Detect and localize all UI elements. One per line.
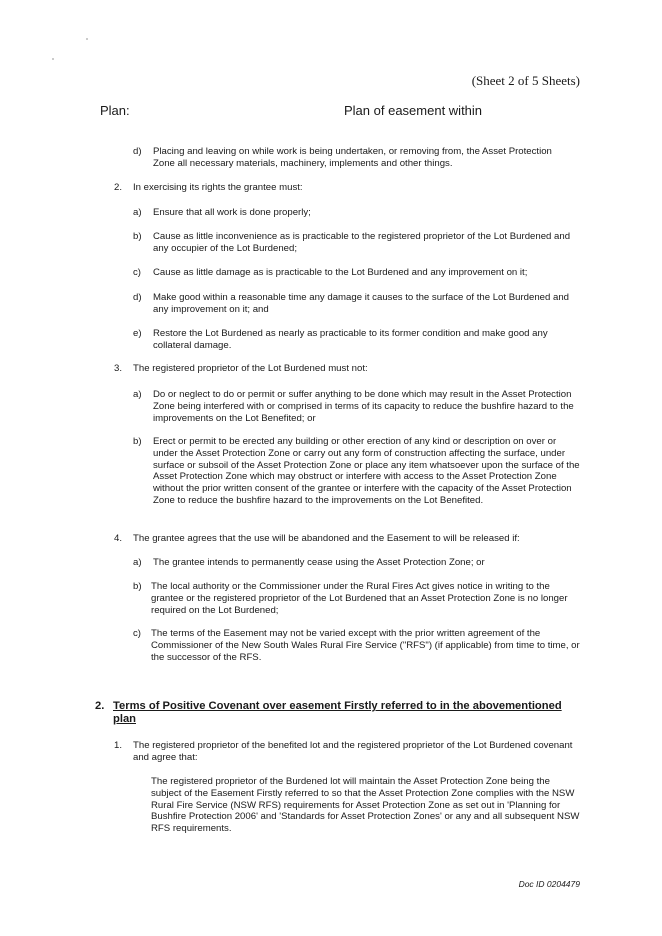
- item-marker: a): [133, 557, 142, 568]
- clause-text: The registered proprietor of the Lot Burdened must not:: [133, 363, 368, 374]
- item-text: Erect or permit to be erected any building or other erection of any kind or description on over or under the Asset Protection Zone or carry out any form of construction affecting the surface, under surface or subsoil of the Asset Protection Zone or place any item whatsoever upon the surface of the Asset Protection Zone which may obstruct or interfere with access to the Asset Protection Zone without the prior written consent of the grantee or interfere with the capacity of the Asset Protection Zone to reduce the bushfire hazard to the improvements on the Lot Benefited.: [153, 436, 580, 506]
- section-heading-text: Terms of Positive Covenant over easement Firstly referred to in the abovementioned plan: [113, 700, 562, 725]
- item-marker: b): [133, 581, 142, 592]
- section-heading: [113, 700, 583, 726]
- item-text: The grantee intends to permanently cease using the Asset Protection Zone; or: [153, 557, 485, 568]
- item-text: Restore the Lot Burdened as nearly as practicable to its former condition and make good any collateral damage.: [153, 328, 548, 351]
- item-marker: d): [133, 292, 142, 303]
- clause-marker: 1.: [114, 740, 123, 751]
- clause-text: In exercising its rights the grantee must:: [133, 182, 303, 193]
- item-text: Cause as little damage as is practicable to the Lot Burdened and any improvement on it;: [153, 267, 528, 278]
- clause-text: The grantee agrees that the use will be abandoned and the Easement to will be released if:: [133, 533, 520, 544]
- plan-title: Plan of easement within: [344, 103, 483, 118]
- clause-marker: 4.: [114, 533, 123, 544]
- item-text: The terms of the Easement may not be varied except with the prior written agreement of the Commissioner of the New South Wales Rural Fire Service ("RFS") (if applicable) from time to time, or the successor of the RFS.: [151, 628, 580, 663]
- section-number: 2.: [95, 700, 105, 712]
- clause-marker: 2.: [114, 182, 123, 193]
- item-text: Do or neglect to do or permit or suffer anything to be done which may result in the Asset Protection Zone being interfered with or comprised in terms of its capacity to reduce the bushfire hazard to the improvements on the Lot Benefited; or: [153, 389, 574, 424]
- clause-marker: d): [133, 146, 142, 157]
- sheet-number: (Sheet 2 of 5 Sheets): [471, 73, 580, 88]
- item-marker: a): [133, 389, 142, 400]
- clause-text: Placing and leaving on while work is being undertaken, or removing from, the Asset Protection Zone all necessary materials, machinery, implements and other things.: [153, 146, 552, 169]
- item-marker: c): [133, 628, 141, 639]
- item-text: Cause as little inconvenience as is practicable to the registered proprietor of the Lot Burdened and any occupier of the Lot Burdened;: [153, 231, 571, 254]
- plan-label: Plan:: [100, 103, 130, 118]
- clause-marker: 3.: [114, 363, 123, 374]
- item-text: Make good within a reasonable time any damage it causes to the surface of the Lot Burdened and any improvement on it; and: [153, 292, 569, 315]
- item-marker: e): [133, 328, 142, 339]
- clause-text: The registered proprietor of the benefited lot and the registered proprietor of the Lot Burdened covenant and agree that:: [133, 740, 573, 763]
- item-marker: b): [133, 231, 142, 242]
- scan-speck: [52, 58, 54, 60]
- item-text: The local authority or the Commissioner under the Rural Fires Act gives notice in writing to the grantee or the registered proprietor of the Lot Burdened that an Asset Protection Zone is no longer required on the Lot Burdened;: [151, 581, 568, 616]
- scan-speck: [86, 38, 88, 40]
- covenant-paragraph: The registered proprietor of the Burdened lot will maintain the Asset Protection Zone being the subject of the Easement Firstly referred to so that the Asset Protection Zone complies with the NSW Rural Fire Service (NSW RFS) requirements for Asset Protection Zone as set out in 'Planning for Bushfire Protection 2006' and 'Standards for Asset Protection Zones' or any and all subsequent NSW RFS requirements.: [151, 776, 580, 835]
- item-text: Ensure that all work is done properly;: [153, 207, 311, 218]
- item-marker: c): [133, 267, 141, 278]
- doc-id: Doc ID 0204479: [518, 879, 580, 889]
- item-marker: b): [133, 436, 142, 447]
- item-marker: a): [133, 207, 142, 218]
